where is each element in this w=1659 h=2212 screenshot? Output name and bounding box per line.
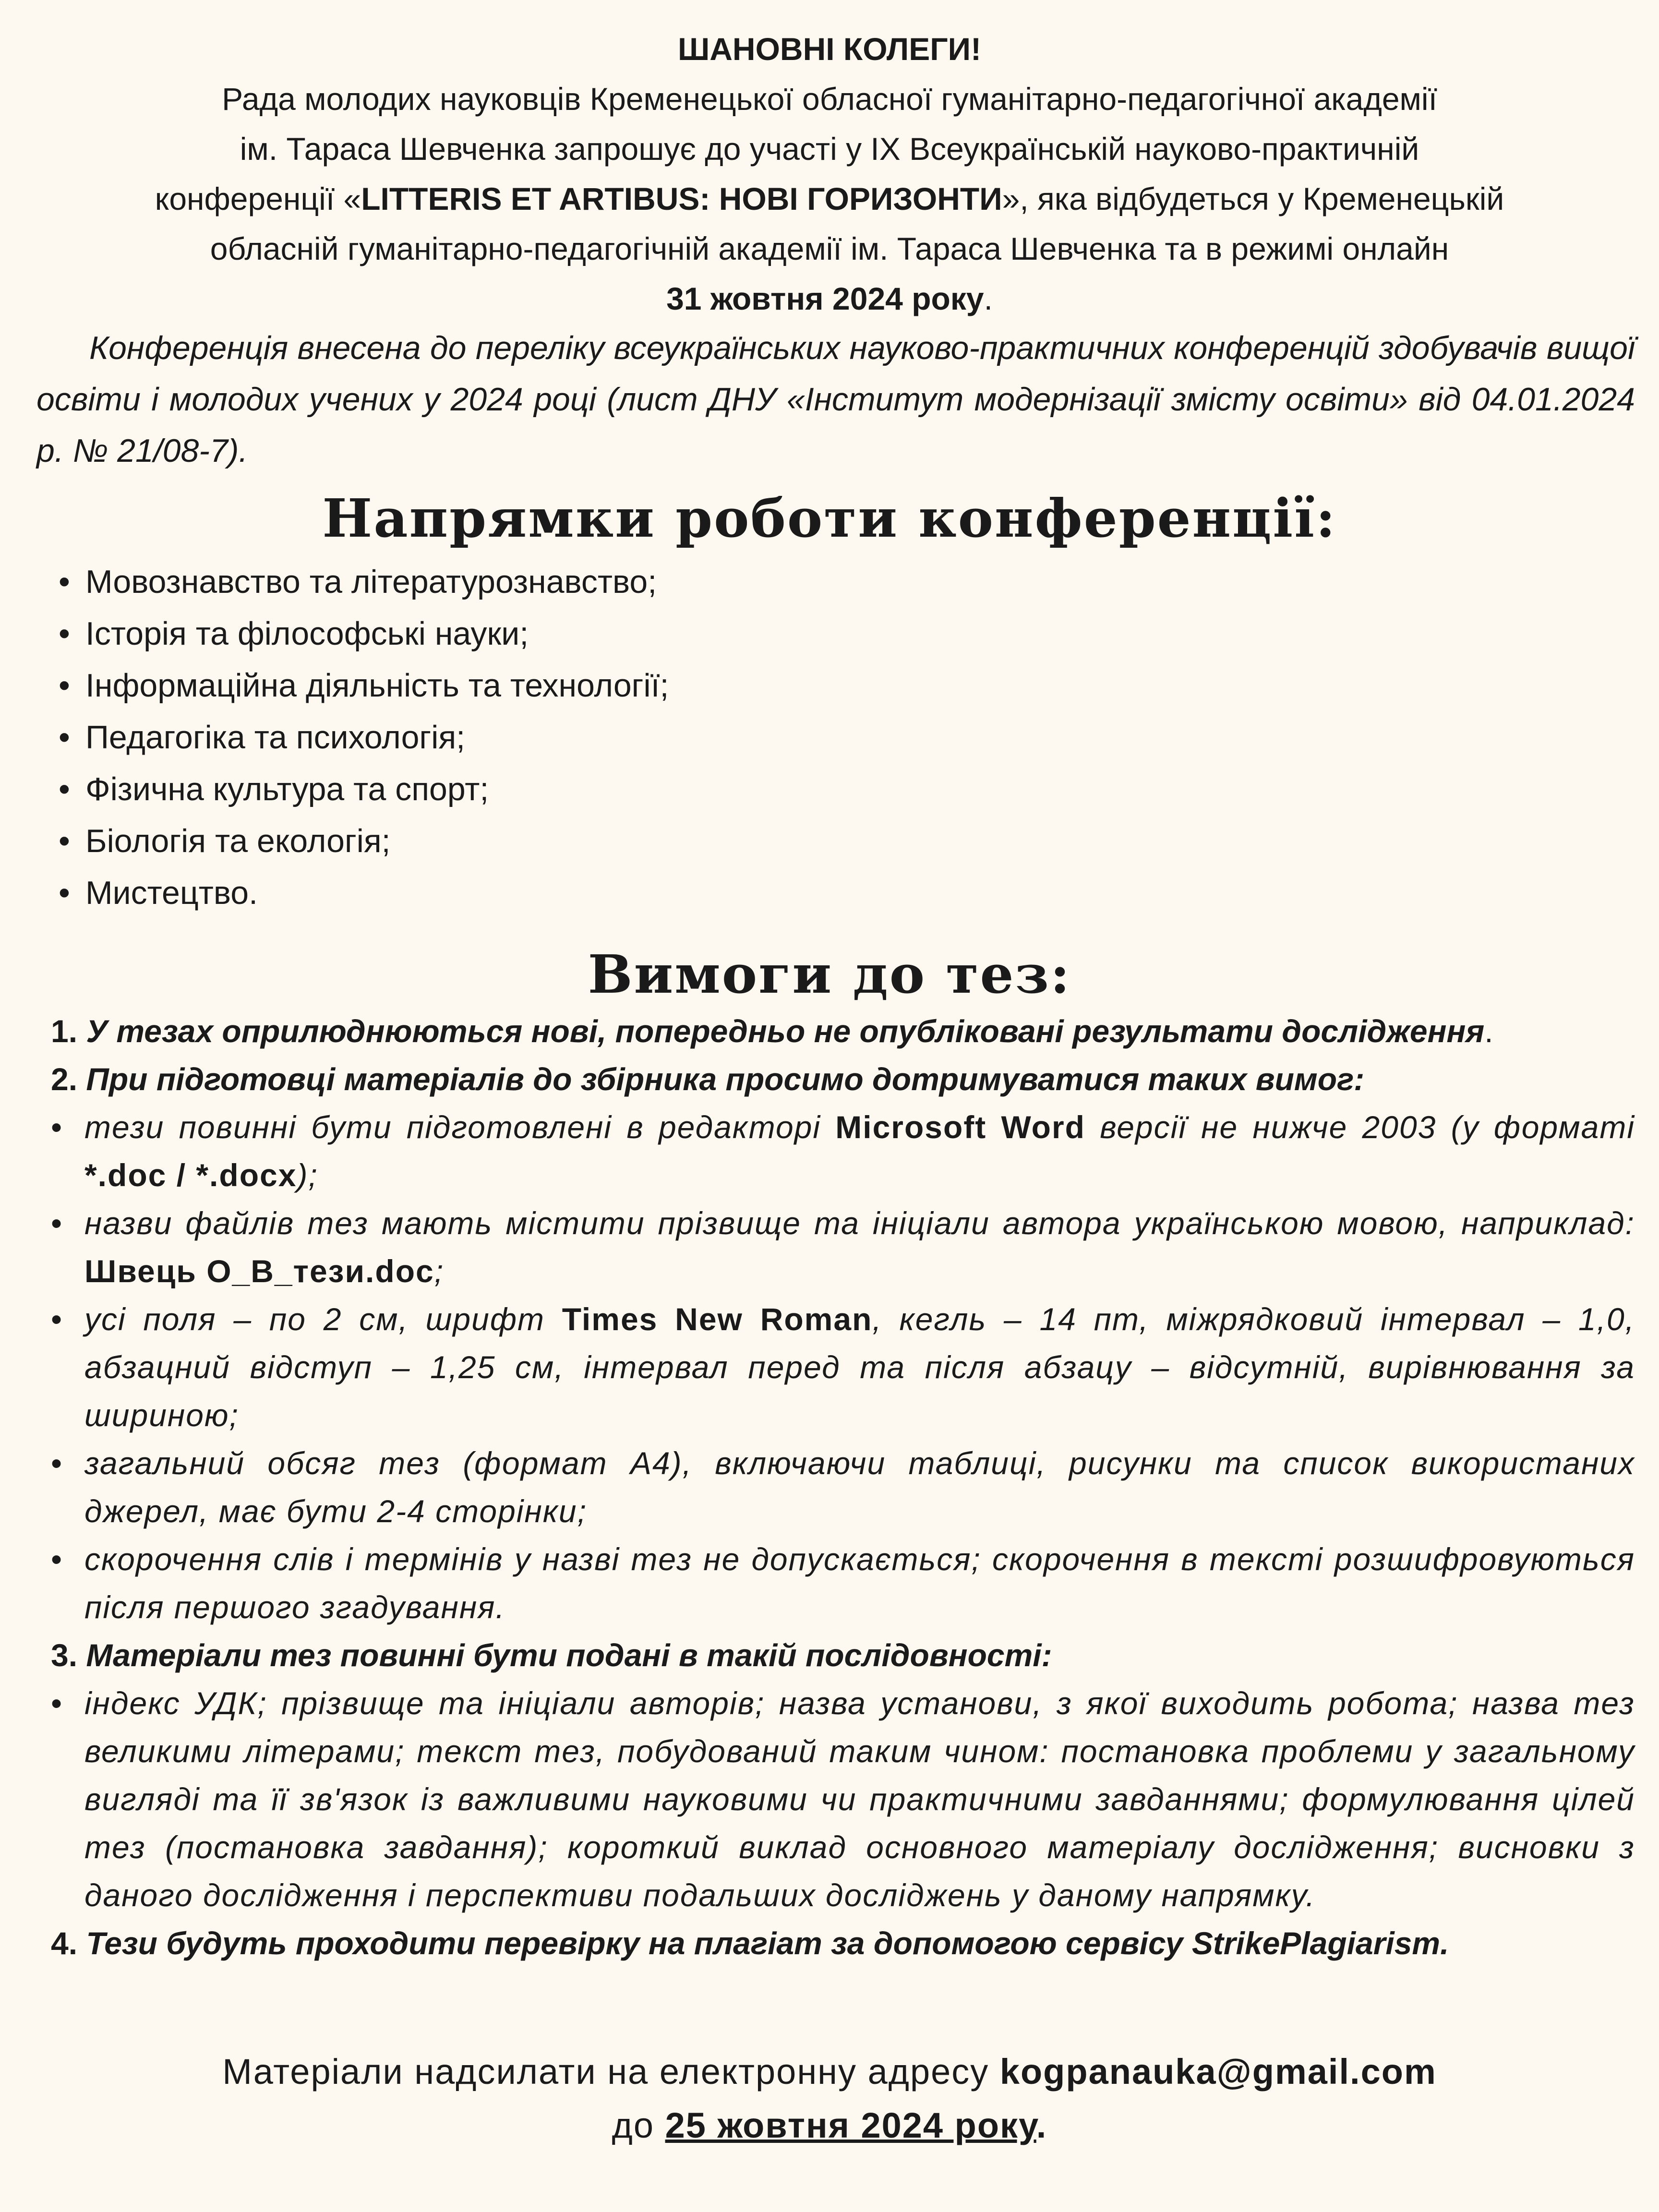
list-item: • Мовознавство та літературознавство;: [59, 556, 669, 608]
requirements-list: [51, 1007, 1635, 1967]
notice-text: Конференція внесена до переліку всеукраїнських науково-практичних конференцій здобувачів вищої освіти і молодих учених у 2024 році (лист ДНУ «Інститут модернізації змісту освіти» від 04.01.2024 р. № 21/08-7).: [36, 330, 1635, 469]
requirement-bullet: • загальний обсяг тез (формат А4), включаючи таблиці, рисунки та список використаних джерел, має бути 2-4 сторінки;: [51, 1439, 1635, 1535]
deadline: 25 жовтня 2024 року: [665, 2105, 1036, 2145]
list-item: • Мистецтво.: [59, 867, 669, 919]
intro-line-3-pre: конференції «: [155, 181, 361, 216]
requirement-bullet: • тези повинні бути підготовлені в редакторі Microsoft Word версії не нижче 2003 (у форматі *.doc / *.docx);: [51, 1103, 1635, 1199]
list-item: • Історія та філософські науки;: [59, 608, 669, 660]
list-item: • Інформаційна діяльність та технології;: [59, 660, 669, 711]
requirement-1: 1. У тезах оприлюднюються нові, попередньо не опубліковані результати дослідження.: [51, 1013, 1493, 1049]
bullet-icon: •: [59, 667, 70, 704]
bullet-icon: •: [59, 875, 70, 911]
bullet-icon: •: [59, 615, 70, 652]
conference-name: LITTERIS ET ARTIBUS: НОВІ ГОРИЗОНТИ: [361, 181, 1002, 216]
bullet-icon: •: [51, 1685, 63, 1721]
requirements-heading: Вимоги до тез:: [588, 943, 1071, 1005]
requirement-bullet: • індекс УДК; прізвище та ініціали авторів; назва установи, з якої виходить робота; назва тез великими літерами; текст тез, побудований таким чином: постановка проблеми у загальному вигляді та її зв'язок із важливими науковими чи практичними завданнями; формулювання цілей тез (постановка завдання); короткий виклад основного матеріалу дослідження; висновки з даного дослідження і перспективи подальших досліджень у даному напрямку.: [51, 1679, 1635, 1919]
requirement-bullet: • усі поля – по 2 см, шрифт Times New Roman, кегль – 14 пт, міжрядковий інтервал – 1,0, абзацний відступ – 1,25 см, інтервал перед та після абзацу – відсутній, вирівнювання за шириною;: [51, 1295, 1635, 1439]
bullet-icon: •: [59, 823, 70, 859]
bullet-icon: •: [51, 1205, 63, 1241]
requirement-2: 2. При підготовці матеріалів до збірника просимо дотримуватися таких вимог:: [51, 1061, 1365, 1097]
directions-list: [59, 556, 669, 919]
list-item: • Фізична культура та спорт;: [59, 763, 669, 815]
directions-heading: Напрямки роботи конференції:: [322, 487, 1337, 549]
bullet-icon: •: [59, 719, 70, 756]
requirement-4: 4. Тези будуть проходити перевірку на плагіат за допомогою сервісу StrikePlagiarism.: [51, 1925, 1449, 1961]
bullet-icon: •: [51, 1109, 63, 1145]
bullet-icon: •: [59, 771, 70, 807]
intro-line-2: ім. Тараса Шевченка запрошує до участі у IX Всеукраїнській науково-практичній: [240, 131, 1419, 167]
requirement-3: 3. Матеріали тез повинні бути подані в такій послідовності:: [51, 1637, 1052, 1673]
intro-block: [58, 24, 1601, 324]
bullet-icon: •: [51, 1301, 63, 1337]
deadline-line: до 25 жовтня 2024 року.: [612, 2105, 1047, 2145]
footer: [0, 2045, 1659, 2152]
conference-date-end: .: [984, 281, 993, 316]
requirement-bullet: • назви файлів тез мають містити прізвище та ініціали автора українською мовою, наприклад: Швець О_В_тези.doc;: [51, 1199, 1635, 1295]
conference-date: 31 жовтня 2024 року: [666, 281, 984, 316]
intro-line-3: [58, 174, 1601, 224]
intro-line-1: Рада молодих науковців Кременецької обласної гуманітарно-педагогічної академії: [222, 81, 1437, 117]
notice-paragraph: [36, 323, 1635, 477]
conference-date-line: [58, 274, 1601, 324]
requirement-bullet: • скорочення слів і термінів у назві тез не допускається; скорочення в тексті розшифровуються після першого згадування.: [51, 1535, 1635, 1631]
list-item: • Педагогіка та психологія;: [59, 711, 669, 763]
list-item: • Біологія та екологія;: [59, 815, 669, 867]
intro-line-3-post: », яка відбудеться у Кременецькій: [1002, 181, 1504, 216]
bullet-icon: •: [59, 564, 70, 600]
bullet-icon: •: [51, 1541, 63, 1577]
email-link[interactable]: kogpanauka@gmail.com: [999, 2052, 1437, 2092]
greeting: ШАНОВНІ КОЛЕГИ!: [677, 31, 982, 67]
email-line: Матеріали надсилати на електронну адресу kogpanauka@gmail.com: [222, 2052, 1437, 2092]
bullet-icon: •: [51, 1445, 63, 1481]
intro-line-4: обласній гуманітарно-педагогічній академії ім. Тараса Шевченка та в режимі онлайн: [210, 231, 1449, 266]
